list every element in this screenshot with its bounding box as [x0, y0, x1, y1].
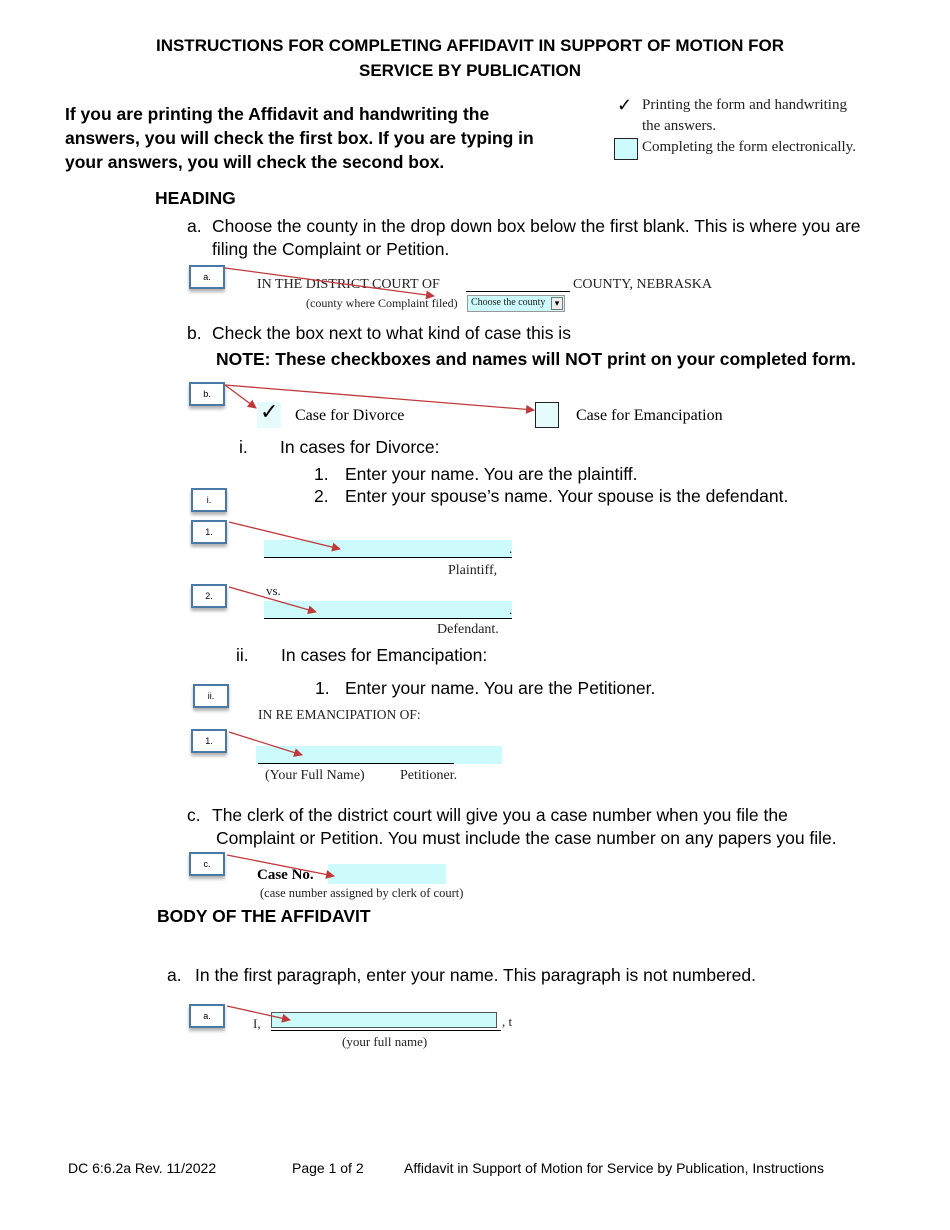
case-number-hint: (case number assigned by clerk of court) [260, 886, 464, 900]
arrow-a [225, 268, 434, 296]
footer-form-id: DC 6:6.2a Rev. 11/2022 [68, 1160, 217, 1176]
heading-a-line-2: filing the Complaint or Petition. [212, 239, 450, 259]
in-re-label: IN RE EMANCIPATION OF: [258, 707, 421, 722]
emancipation-step-1-num: 1. [315, 678, 330, 698]
vs-label: vs. [266, 583, 281, 598]
arrow-ii-1 [229, 732, 302, 755]
intro-line-2: answers, you will check the first box. If you are typing in [65, 128, 534, 148]
document-title-line-2: SERVICE BY PUBLICATION [359, 61, 581, 80]
divorce-section-marker: i. [239, 437, 248, 457]
divorce-label: Case for Divorce [295, 407, 405, 424]
intro-line-3: your answers, you will check the second box. [65, 152, 445, 172]
heading-a-marker: a. [187, 216, 202, 236]
legend-option-handwriting-line1: Printing the form and handwriting [642, 97, 847, 113]
arrow-i-1 [229, 522, 340, 549]
heading-b-marker: b. [187, 323, 202, 343]
callout-i-1: 1. [191, 520, 227, 544]
heading-a-line-1: Choose the county in the drop down box below the first blank. This is where you are [212, 216, 861, 236]
callout-b: b. [189, 382, 225, 406]
arrow-b-divorce [225, 385, 256, 408]
callout-i: i. [191, 488, 227, 512]
chevron-down-icon[interactable]: ▾ [551, 297, 563, 310]
defendant-dot: . [509, 602, 513, 617]
callout-ii: ii. [193, 684, 229, 708]
body-a-marker: a. [167, 965, 182, 985]
full-name-hint: (your full name) [342, 1034, 428, 1049]
intro-line-1: If you are printing the Affidavit and handwriting the [65, 104, 490, 124]
petitioner-label: Petitioner. [400, 768, 458, 783]
plaintiff-dot: . [509, 541, 513, 556]
callout-c: c. [189, 852, 225, 876]
county-dropdown-value: Choose the county [471, 297, 546, 308]
callout-i-2: 2. [191, 584, 227, 608]
heading-c-marker: c. [187, 805, 201, 825]
divorce-step-2-num: 2. [314, 486, 329, 506]
defendant-label: Defendant. [437, 622, 499, 637]
heading-b-note: NOTE: These checkboxes and names will NOT print on your completed form. [216, 349, 856, 369]
arrow-c [227, 855, 334, 876]
arrow-body-a [227, 1006, 290, 1020]
legend-option-handwriting-line2: the answers. [642, 118, 717, 134]
divorce-step-1: Enter your name. You are the plaintiff. [345, 464, 638, 484]
footer-document-title: Affidavit in Support of Motion for Service by Publication, Instructions [404, 1160, 824, 1176]
callout-body-a: a. [189, 1004, 225, 1028]
case-no-label: Case No. [257, 867, 314, 883]
county-nebraska-label: COUNTY, NEBRASKA [573, 277, 712, 292]
your-full-name-label: (Your Full Name) [265, 768, 365, 783]
body-section-label: BODY OF THE AFFIDAVIT [157, 906, 371, 926]
emancipation-section-marker: ii. [236, 645, 249, 665]
emancipation-step-1: Enter your name. You are the Petitioner. [345, 678, 656, 698]
heading-b-text: Check the box next to what kind of case this is [212, 323, 571, 343]
emancipation-section-text: In cases for Emancipation: [281, 645, 488, 665]
emancipation-label: Case for Emancipation [576, 407, 723, 424]
legend-option-electronic: Completing the form electronically. [642, 139, 856, 155]
checkmark-icon: ✓ [260, 399, 279, 424]
heading-c-line-1: The clerk of the district court will give you a case number when you file the [212, 805, 788, 825]
checkmark-icon: ✓ [617, 95, 633, 115]
divorce-section-text: In cases for Divorce: [280, 437, 440, 457]
body-a-text: In the first paragraph, enter your name. This paragraph is not numbered. [195, 965, 756, 985]
plaintiff-label: Plaintiff, [448, 563, 498, 578]
callout-a: a. [189, 265, 225, 289]
divorce-step-2: Enter your spouse’s name. Your spouse is the defendant. [345, 486, 789, 506]
footer-page-number: Page 1 of 2 [292, 1160, 364, 1176]
arrow-b-emancipation [225, 385, 534, 410]
county-hint: (county where Complaint filed) [306, 296, 458, 310]
divorce-step-1-num: 1. [314, 464, 329, 484]
body-tail-text: , t [502, 1014, 513, 1029]
arrow-i-2 [229, 587, 316, 612]
court-of-label: IN THE DISTRICT COURT OF [257, 277, 440, 292]
heading-c-line-2: Complaint or Petition. You must include the case number on any papers you file. [216, 828, 837, 848]
heading-section-label: HEADING [155, 188, 236, 208]
callout-ii-1: 1. [191, 729, 227, 753]
body-i-label: I, [253, 1016, 261, 1031]
document-title-line-1: INSTRUCTIONS FOR COMPLETING AFFIDAVIT IN SUPPORT OF MOTION FOR [155, 36, 785, 55]
